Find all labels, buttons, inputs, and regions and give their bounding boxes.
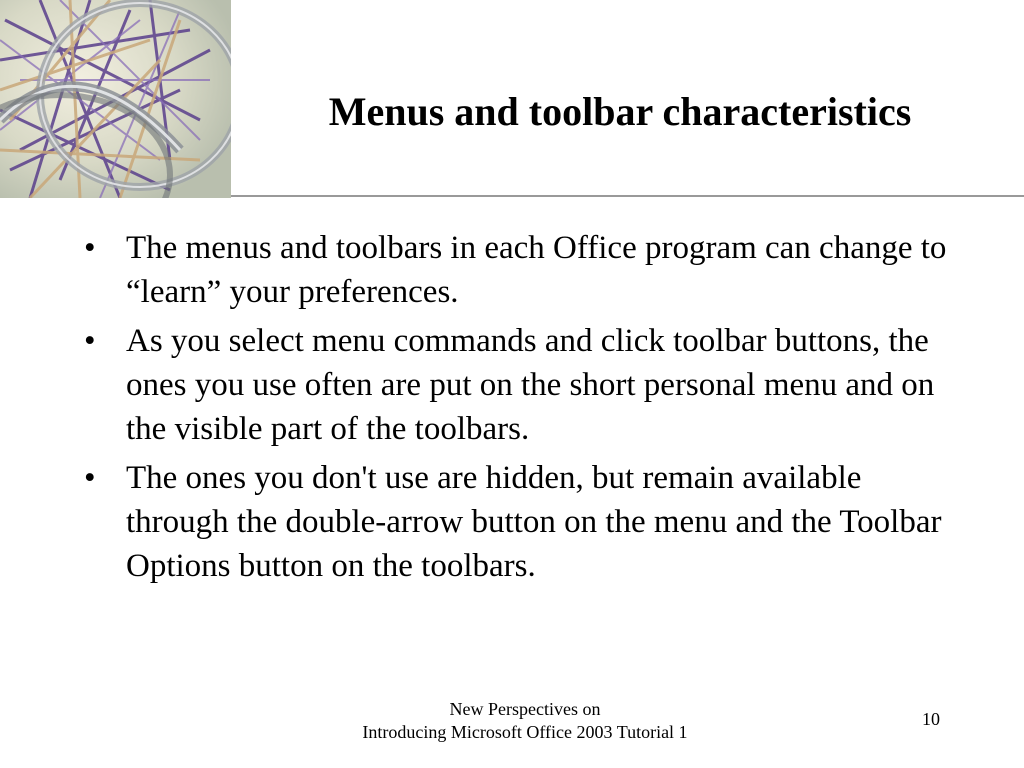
woven-sphere-logo-icon <box>0 0 231 198</box>
bullet-item <box>84 226 964 314</box>
bullet-item <box>84 456 964 588</box>
footer-line-1: New Perspectives on <box>449 699 601 719</box>
bullet-dot-icon: • <box>84 230 96 266</box>
title-divider <box>231 195 1024 197</box>
bullet-dot-icon: • <box>84 460 96 496</box>
footer-caption <box>300 698 750 744</box>
bullet-text: As you select menu commands and click toolbar buttons, the ones you use often are put on the short personal menu and on the visible part of the toolbars. <box>126 323 935 447</box>
footer-line-2: Introducing Microsoft Office 2003 Tutorial 1 <box>362 722 688 742</box>
bullet-item <box>84 319 964 451</box>
bullet-dot-icon: • <box>84 323 96 359</box>
bullet-list <box>84 226 964 593</box>
page-number: 10 <box>922 709 940 729</box>
bullet-text: The ones you don't use are hidden, but remain available through the double-arrow button on the menu and the Toolbar Options button on the toolbars. <box>126 460 942 584</box>
bullet-text: The menus and toolbars in each Office program can change to “learn” your preferences. <box>126 230 947 310</box>
slide-title: Menus and toolbar characteristics <box>328 89 912 134</box>
